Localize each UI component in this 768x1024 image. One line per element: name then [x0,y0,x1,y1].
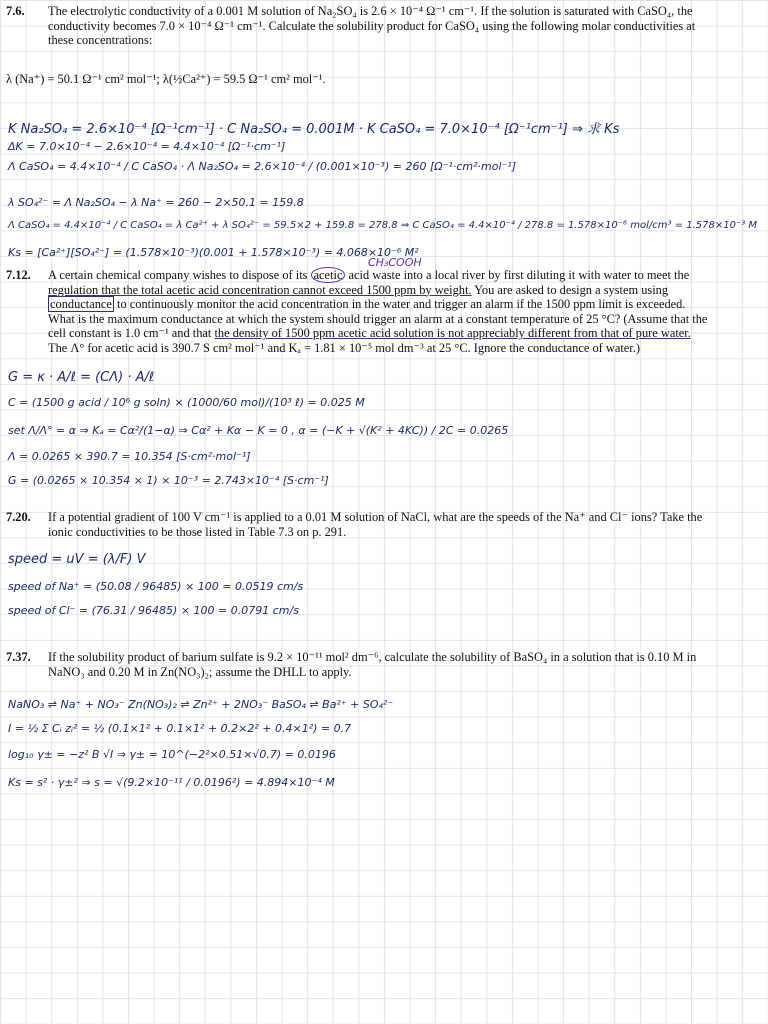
text-span: cell constant is 1.0 cm⁻¹ and that [48,326,215,341]
solution-line: C = (1500 g acid / 10⁶ g soln) × (1000/60 mol)/(10³ ℓ) = 0.025 M [8,396,365,409]
solution-line: speed = uV = (λ/F) V [8,552,146,567]
underlined-text: the density of 1500 ppm acetic acid solution is not appreciably different from that of pure water. [214,326,691,341]
text-span: A certain chemical company wishes to dispose of its [48,268,311,282]
problem-line [48,268,762,283]
solution-line: speed of Cl⁻ = (76.31 / 96485) × 100 = 0.0791 cm/s [8,604,299,617]
text-span: to continuously monitor the acid concentration in the water and trigger an alarm if the 1500 ppm limit is exceeded. [113,297,686,312]
solution-line: Λ CaSO₄ = 4.4×10⁻⁴ / C CaSO₄ = λ Ca²⁺ + λ SO₄²⁻ = 59.5×2 + 159.8 = 278.8 ⇒ C CaSO₄ = 4.4×10⁻⁴ / 278.8 = 1.578×10⁻⁶ mol/cm³ = 1.578×10⁻³ M [8,220,758,231]
problem-line: NaNO₃ and 0.20 M in Zn(NO₃)₂; assume the DHLL to apply. [48,664,352,679]
solution-line: K Na₂SO₄ = 2.6×10⁻⁴ [Ω⁻¹cm⁻¹] · C Na₂SO₄ = 0.001M · K CaSO₄ = 7.0×10⁻⁴ [Ω⁻¹cm⁻¹] ⇒ 求 Ks [8,122,620,137]
solution-line: Ks = [Ca²⁺][SO₄²⁻] = (1.578×10⁻³)(0.001 + 1.578×10⁻³) = 4.068×10⁻⁶ M² [8,246,419,259]
problem-number: 7.6. [6,4,25,18]
text-span: You are asked to design a system using [471,282,669,297]
problem-line [48,326,762,341]
problem-text [48,268,762,356]
problem-line: these concentrations: [48,33,153,48]
problem-line [48,297,762,312]
problem-number: 7.37. [6,650,31,664]
boxed-word: conductance [50,297,112,312]
problem-number: 7.20. [6,510,31,524]
text-span: acid waste into a local river by first diluting it with water to meet the [345,268,690,282]
solution-line: NaNO₃ ⇌ Na⁺ + NO₃⁻ Zn(NO₃)₂ ⇌ Zn²⁺ + 2NO₃⁻ BaSO₄ ⇌ Ba²⁺ + SO₄²⁻ [8,698,394,711]
problem-text [48,510,762,539]
problem-line: If the solubility product of barium sulfate is 9.2 × 10⁻¹¹ mol² dm⁻⁶, calculate the solubility of BaSO₄ in a solution that is 0.10 M in [48,650,697,664]
solution-line: Ks = s² · γ±² ⇒ s = √(9.2×10⁻¹¹ / 0.0196²) = 4.894×10⁻⁴ M [8,776,335,789]
solution-line: Λ CaSO₄ = 4.4×10⁻⁴ / C CaSO₄ · Λ Na₂SO₄ = 2.6×10⁻⁴ / (0.001×10⁻³) = 260 [Ω⁻¹·cm²·mol⁻¹] [8,160,517,173]
problem-line: ionic conductivities to be those listed in Table 7.3 on p. 291. [48,524,347,539]
circled-word: acetic [311,267,346,283]
solution-line: speed of Na⁺ = (50.08 / 96485) × 100 = 0.0519 cm/s [8,580,304,593]
problem-text [48,650,762,679]
solution-line: log₁₀ γ± = −z² B √I ⇒ γ± = 10^(−2²×0.51×√0.7) = 0.0196 [8,748,336,761]
solution-line: set Λ/Λ° = α ⇒ Kₐ = Cα²/(1−α) ⇒ Cα² + Kα − K = 0 , α = (−K + √(K² + 4KC)) / 2C = 0.0265 [8,424,509,437]
acetic-acid-annotation: CH₃COOH [368,256,422,269]
underlined-text: regulation that the total acetic acid concentration cannot exceed 1500 ppm by weight. [48,282,472,297]
problem-line: conductivity becomes 7.0 × 10⁻⁴ Ω⁻¹ cm⁻¹. Calculate the solubility product for CaSO₄ using the following molar conductivities at [48,18,696,33]
problem-line: If a potential gradient of 100 V cm⁻¹ is applied to a 0.01 M solution of NaCl, what are the speeds of the Na⁺ and Cl⁻ ions? Take the [48,510,703,524]
problem-line: The electrolytic conductivity of a 0.001 M solution of Na₂SO₄ is 2.6 × 10⁻⁴ Ω⁻¹ cm⁻¹. If the solution is saturated with CaSO₄, the [48,4,693,18]
solution-line: G = (0.0265 × 10.354 × 1) × 10⁻³ = 2.743×10⁻⁴ [S·cm⁻¹] [8,474,329,487]
problem-number: 7.12. [6,268,31,282]
solution-line: G = κ · A/ℓ = (CΛ) · A/ℓ [8,370,155,385]
solution-line: ΔK = 7.0×10⁻⁴ − 2.6×10⁻⁴ = 4.4×10⁻⁴ [Ω⁻¹·cm⁻¹] [8,140,286,153]
solution-line: λ SO₄²⁻ = Λ Na₂SO₄ − λ Na⁺ = 260 − 2×50.1 = 159.8 [8,196,304,209]
problem-text [48,4,762,48]
problem-line: What is the maximum conductance at which the system should trigger an alarm at a constant temperature of 25 °C? (Assume that the [48,311,708,326]
solution-line: I = ½ Σ Cᵢ zᵢ² = ½ (0.1×1² + 0.1×1² + 0.2×2² + 0.4×1²) = 0.7 [8,722,352,735]
problem-line: The Λ° for acetic acid is 390.7 S cm² mol⁻¹ and Kₐ = 1.81 × 10⁻⁵ mol dm⁻³ at 25 °C. Ignore the conductance of water.) [48,340,640,355]
solution-line: Λ = 0.0265 × 390.7 = 10.354 [S·cm²·mol⁻¹] [8,450,251,463]
problem-line [48,283,762,298]
given-line: λ (Na⁺) = 50.1 Ω⁻¹ cm² mol⁻¹; λ(½Ca²⁺) = 59.5 Ω⁻¹ cm² mol⁻¹. [6,72,326,86]
